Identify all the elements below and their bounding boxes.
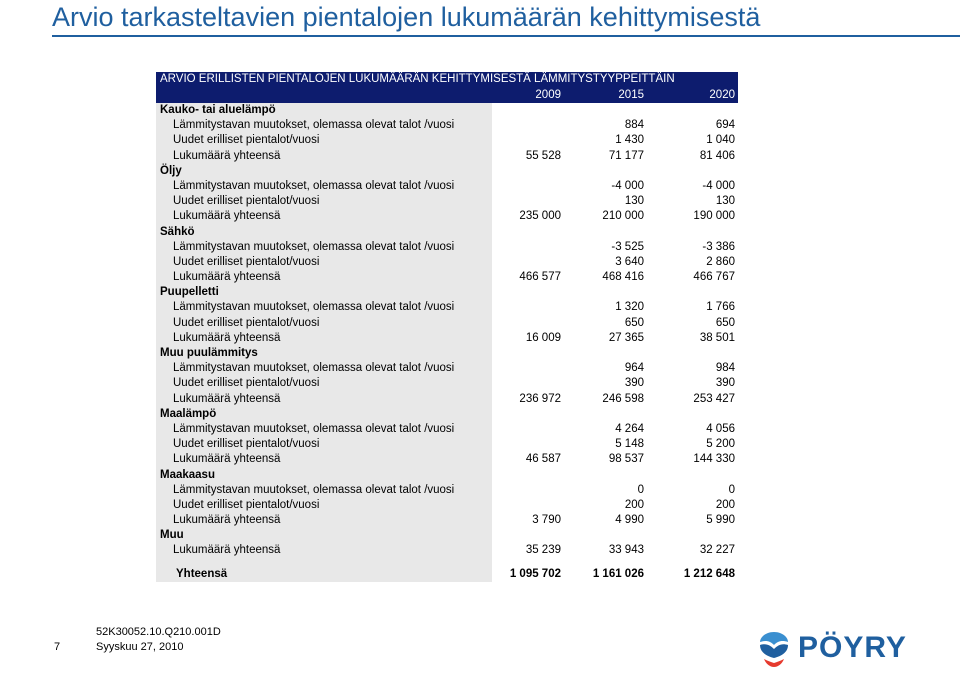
- total-2015: 1 161 026: [592, 567, 644, 580]
- row-label: Uudet erilliset pientalot/vuosi: [173, 498, 320, 511]
- total-row: [156, 567, 738, 582]
- table-header-years: [156, 87, 738, 103]
- value-2015: 4 990: [615, 514, 644, 527]
- table-row: [156, 209, 738, 224]
- table-row: [156, 392, 738, 407]
- value-2015: 1 430: [615, 134, 644, 147]
- value-2015: 468 416: [602, 271, 644, 284]
- value-2020: 466 767: [693, 271, 735, 284]
- value-2015: 884: [624, 119, 644, 132]
- row-label: Uudet erilliset pientalot/vuosi: [173, 377, 320, 390]
- category-row: [156, 103, 738, 118]
- value-2015: -3 525: [611, 240, 644, 253]
- row-label: Lukumäärä yhteensä: [173, 210, 281, 223]
- category-label: Puupelletti: [160, 286, 219, 299]
- value-2020: 1 040: [706, 134, 735, 147]
- poyry-logo: [752, 628, 952, 670]
- value-2020: 650: [715, 316, 735, 329]
- category-label: Maalämpö: [160, 407, 217, 420]
- category-row: [156, 468, 738, 483]
- value-2015: 0: [637, 483, 644, 496]
- year-2009-header: 2009: [535, 89, 561, 101]
- value-2020: 4 056: [706, 422, 735, 435]
- document-code: 52K30052.10.Q210.001D: [96, 626, 221, 638]
- category-row: [156, 164, 738, 179]
- table-row: [156, 194, 738, 209]
- value-2015: 5 148: [615, 438, 644, 451]
- value-2020: 130: [715, 195, 735, 208]
- row-label: Lukumäärä yhteensä: [173, 271, 281, 284]
- value-2020: 5 200: [706, 438, 735, 451]
- value-2015: 650: [624, 316, 644, 329]
- value-2009: 46 587: [525, 453, 561, 466]
- table-row: [156, 422, 738, 437]
- value-2020: 984: [715, 362, 735, 375]
- category-label: Maakaasu: [160, 468, 215, 481]
- table-row: [156, 543, 738, 558]
- value-2020: 694: [715, 119, 735, 132]
- table-row: [156, 452, 738, 467]
- row-label: Lukumäärä yhteensä: [173, 544, 281, 557]
- value-2015: 71 177: [608, 149, 644, 162]
- row-label: Uudet erilliset pientalot/vuosi: [173, 134, 320, 147]
- table-header-title: ARVIO ERILLISTEN PIENTALOJEN LUKUMÄÄRÄN KEHITTYMISESTÄ LÄMMITYSTYYPPEITTÄIN: [160, 73, 675, 85]
- value-2009: 3 790: [532, 514, 561, 527]
- value-2015: 27 365: [608, 331, 644, 344]
- value-2020: 1 766: [706, 301, 735, 314]
- row-label: Lämmitystavan muutokset, olemassa olevat talot /vuosi: [173, 240, 455, 253]
- value-2009: 16 009: [525, 331, 561, 344]
- table-row: [156, 498, 738, 513]
- category-label: Muu: [160, 529, 184, 542]
- value-2020: 0: [728, 483, 735, 496]
- category-row: [156, 285, 738, 300]
- value-2020: -4 000: [702, 179, 735, 192]
- category-label: Kauko- tai aluelämpö: [160, 104, 276, 116]
- category-label: Öljy: [160, 164, 182, 177]
- value-2020: 38 501: [699, 331, 735, 344]
- category-row: [156, 407, 738, 422]
- total-label: Yhteensä: [176, 567, 228, 580]
- value-2009: 55 528: [525, 149, 561, 162]
- value-2015: 3 640: [615, 255, 644, 268]
- row-label: Uudet erilliset pientalot/vuosi: [173, 195, 320, 208]
- table-row: [156, 437, 738, 452]
- row-label: Lukumäärä yhteensä: [173, 149, 281, 162]
- value-2015: 200: [624, 498, 644, 511]
- table-row: [156, 149, 738, 164]
- table-row: [156, 331, 738, 346]
- logo-text: PÖYRY: [798, 631, 907, 664]
- row-label: Uudet erilliset pientalot/vuosi: [173, 316, 320, 329]
- value-2015: 1 320: [615, 301, 644, 314]
- table-body: [156, 103, 738, 582]
- value-2015: 964: [624, 362, 644, 375]
- page-number: 7: [54, 641, 61, 653]
- row-label: Lämmitystavan muutokset, olemassa olevat talot /vuosi: [173, 301, 455, 314]
- value-2015: 130: [624, 195, 644, 208]
- value-2009: 235 000: [519, 210, 561, 223]
- table-header: [156, 72, 738, 103]
- row-label: Lämmitystavan muutokset, olemassa olevat talot /vuosi: [173, 179, 455, 192]
- row-label: Lukumäärä yhteensä: [173, 392, 281, 405]
- row-label: Lukumäärä yhteensä: [173, 331, 281, 344]
- category-row: [156, 528, 738, 543]
- table-row: [156, 133, 738, 148]
- row-label: Uudet erilliset pientalot/vuosi: [173, 438, 320, 451]
- value-2015: 390: [624, 377, 644, 390]
- poyry-logo-icon: [752, 628, 796, 670]
- value-2015: 246 598: [602, 392, 644, 405]
- total-2020: 1 212 648: [683, 567, 735, 580]
- value-2020: 253 427: [693, 392, 735, 405]
- value-2020: 144 330: [693, 453, 735, 466]
- value-2009: 236 972: [519, 392, 561, 405]
- row-label: Lämmitystavan muutokset, olemassa olevat talot /vuosi: [173, 422, 455, 435]
- row-label: Lämmitystavan muutokset, olemassa olevat talot /vuosi: [173, 362, 455, 375]
- row-label: Uudet erilliset pientalot/vuosi: [173, 255, 320, 268]
- year-2015-header: 2015: [618, 89, 644, 101]
- table-row: [156, 316, 738, 331]
- value-2020: 5 990: [706, 514, 735, 527]
- table-row: [156, 179, 738, 194]
- row-label: Lämmitystavan muutokset, olemassa olevat talot /vuosi: [173, 483, 455, 496]
- value-2015: 33 943: [608, 544, 644, 557]
- value-2020: 190 000: [693, 210, 735, 223]
- table-row: [156, 255, 738, 270]
- total-2009: 1 095 702: [509, 567, 561, 580]
- table-row: [156, 513, 738, 528]
- data-table: [156, 72, 738, 582]
- value-2020: 390: [715, 377, 735, 390]
- document-date: Syyskuu 27, 2010: [96, 641, 184, 653]
- table-row: [156, 118, 738, 133]
- row-label: Lämmitystavan muutokset, olemassa olevat talot /vuosi: [173, 119, 455, 132]
- value-2015: 4 264: [615, 422, 644, 435]
- table-row: [156, 483, 738, 498]
- value-2009: 466 577: [519, 271, 561, 284]
- value-2020: 2 860: [706, 255, 735, 268]
- value-2020: 32 227: [699, 544, 735, 557]
- category-label: Sähkö: [160, 225, 195, 238]
- value-2015: -4 000: [611, 179, 644, 192]
- row-label: Lukumäärä yhteensä: [173, 453, 281, 466]
- title-underline: [52, 35, 960, 37]
- category-row: [156, 225, 738, 240]
- table-row: [156, 270, 738, 285]
- table-row: [156, 240, 738, 255]
- value-2009: 35 239: [525, 544, 561, 557]
- table-row: [156, 300, 738, 315]
- value-2020: 81 406: [699, 149, 735, 162]
- category-row: [156, 346, 738, 361]
- table-row: [156, 376, 738, 391]
- category-label: Muu puulämmitys: [160, 347, 258, 359]
- value-2015: 98 537: [608, 453, 644, 466]
- year-2020-header: 2020: [709, 89, 735, 101]
- table-row: [156, 361, 738, 376]
- value-2020: -3 386: [702, 240, 735, 253]
- slide-title: Arvio tarkasteltavien pientalojen lukumäärän kehittymisestä: [52, 2, 761, 32]
- value-2020: 200: [715, 498, 735, 511]
- value-2015: 210 000: [602, 210, 644, 223]
- row-label: Lukumäärä yhteensä: [173, 514, 281, 527]
